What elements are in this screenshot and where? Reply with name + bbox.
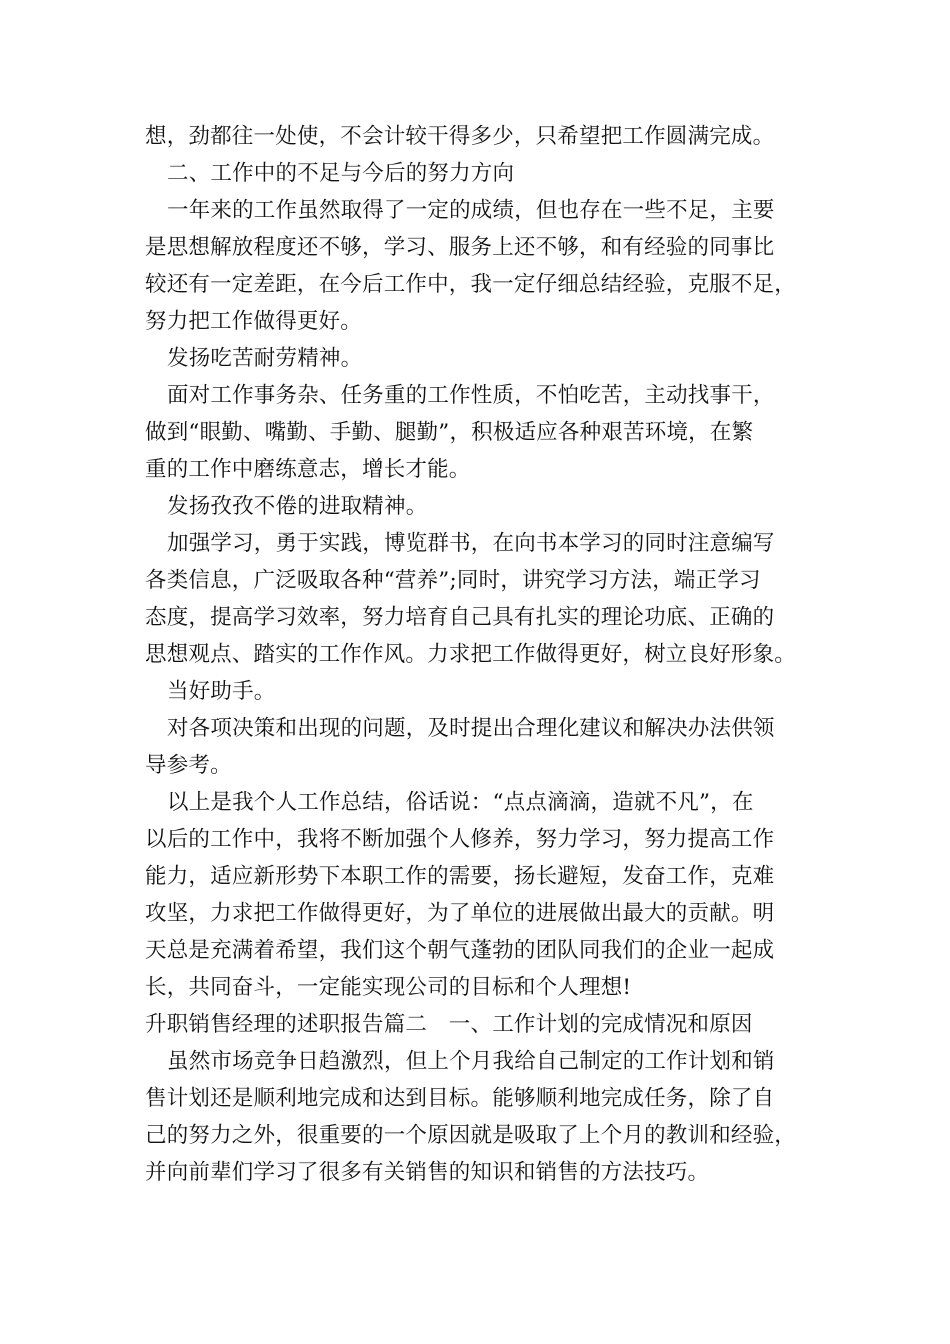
text-line: 一年来的工作虽然取得了一定的成绩，但也存在一些不足，主要 <box>167 198 775 223</box>
text-line: 能力，适应新形势下本职工作的需要，扬长避短，发奋工作，克难 <box>145 864 775 889</box>
subheading: 发扬孜孜不倦的进取精神。 <box>167 494 428 519</box>
text-line: 各类信息，广泛吸取各种“营养”;同时，讲究学习方法，端正学习 <box>145 568 761 593</box>
text-line: 重的工作中磨练意志，增长才能。 <box>145 457 471 482</box>
text-line: 售计划还是顺利地完成和达到目标。能够顺利地完成任务，除了自 <box>145 1086 775 1111</box>
subheading: 发扬吃苦耐劳精神。 <box>167 346 363 371</box>
text-line: 攻坚，力求把工作做得更好，为了单位的进展做出最大的贡献。明 <box>145 901 775 926</box>
text-line: 导参考。 <box>145 753 232 778</box>
text-line: 加强学习，勇于实践，博览群书，在向书本学习的同时注意编写 <box>167 531 775 556</box>
text-line: 面对工作事务杂、任务重的工作性质，不怕吃苦，主动找事干， <box>167 383 775 408</box>
text-line: 是思想解放程度还不够，学习、服务上还不够，和有经验的同事比 <box>145 235 775 260</box>
text-line: 并向前辈们学习了很多有关销售的知识和销售的方法技巧。 <box>145 1160 710 1185</box>
subheading: 当好助手。 <box>167 679 276 704</box>
text-line: 天总是充满着希望，我们这个朝气蓬勃的团队同我们的企业一起成 <box>145 938 775 963</box>
text-line: 以后的工作中，我将不断加强个人修养，努力学习，努力提高工作 <box>145 827 775 852</box>
section-heading: 二、工作中的不足与今后的努力方向 <box>167 161 515 186</box>
text-line: 己的努力之外，很重要的一个原因就是吸取了上个月的教训和经验， <box>145 1123 797 1148</box>
text-line: 虽然市场竞争日趋激烈，但上个月我给自己制定的工作计划和销 <box>167 1049 775 1074</box>
text-line: 对各项决策和出现的问题，及时提出合理化建议和解决办法供领 <box>167 716 775 741</box>
document-page <box>145 118 835 1191</box>
text-line: 思想观点、踏实的工作作风。力求把工作做得更好，树立良好形象。 <box>145 642 797 667</box>
text-line: 想，劲都往一处使，不会计较干得多少，只希望把工作圆满完成。 <box>145 124 775 149</box>
text-line: 长，共同奋斗，一定能实现公司的目标和个人理想! <box>145 975 632 1000</box>
text-line: 以上是我个人工作总结，俗话说：“点点滴滴，造就不凡”，在 <box>167 790 754 815</box>
text-line: 做到“眼勤、嘴勤、手勤、腿勤”，积极适应各种艰苦环境，在繁 <box>145 420 754 445</box>
text-line: 努力把工作做得更好。 <box>145 309 363 334</box>
text-line: 较还有一定差距，在今后工作中，我一定仔细总结经验，克服不足， <box>145 272 797 297</box>
document-title-line: 升职销售经理的述职报告篇二 一、工作计划的完成情况和原因 <box>145 1012 753 1037</box>
text-line: 态度，提高学习效率，努力培育自己具有扎实的理论功底、正确的 <box>145 605 775 630</box>
